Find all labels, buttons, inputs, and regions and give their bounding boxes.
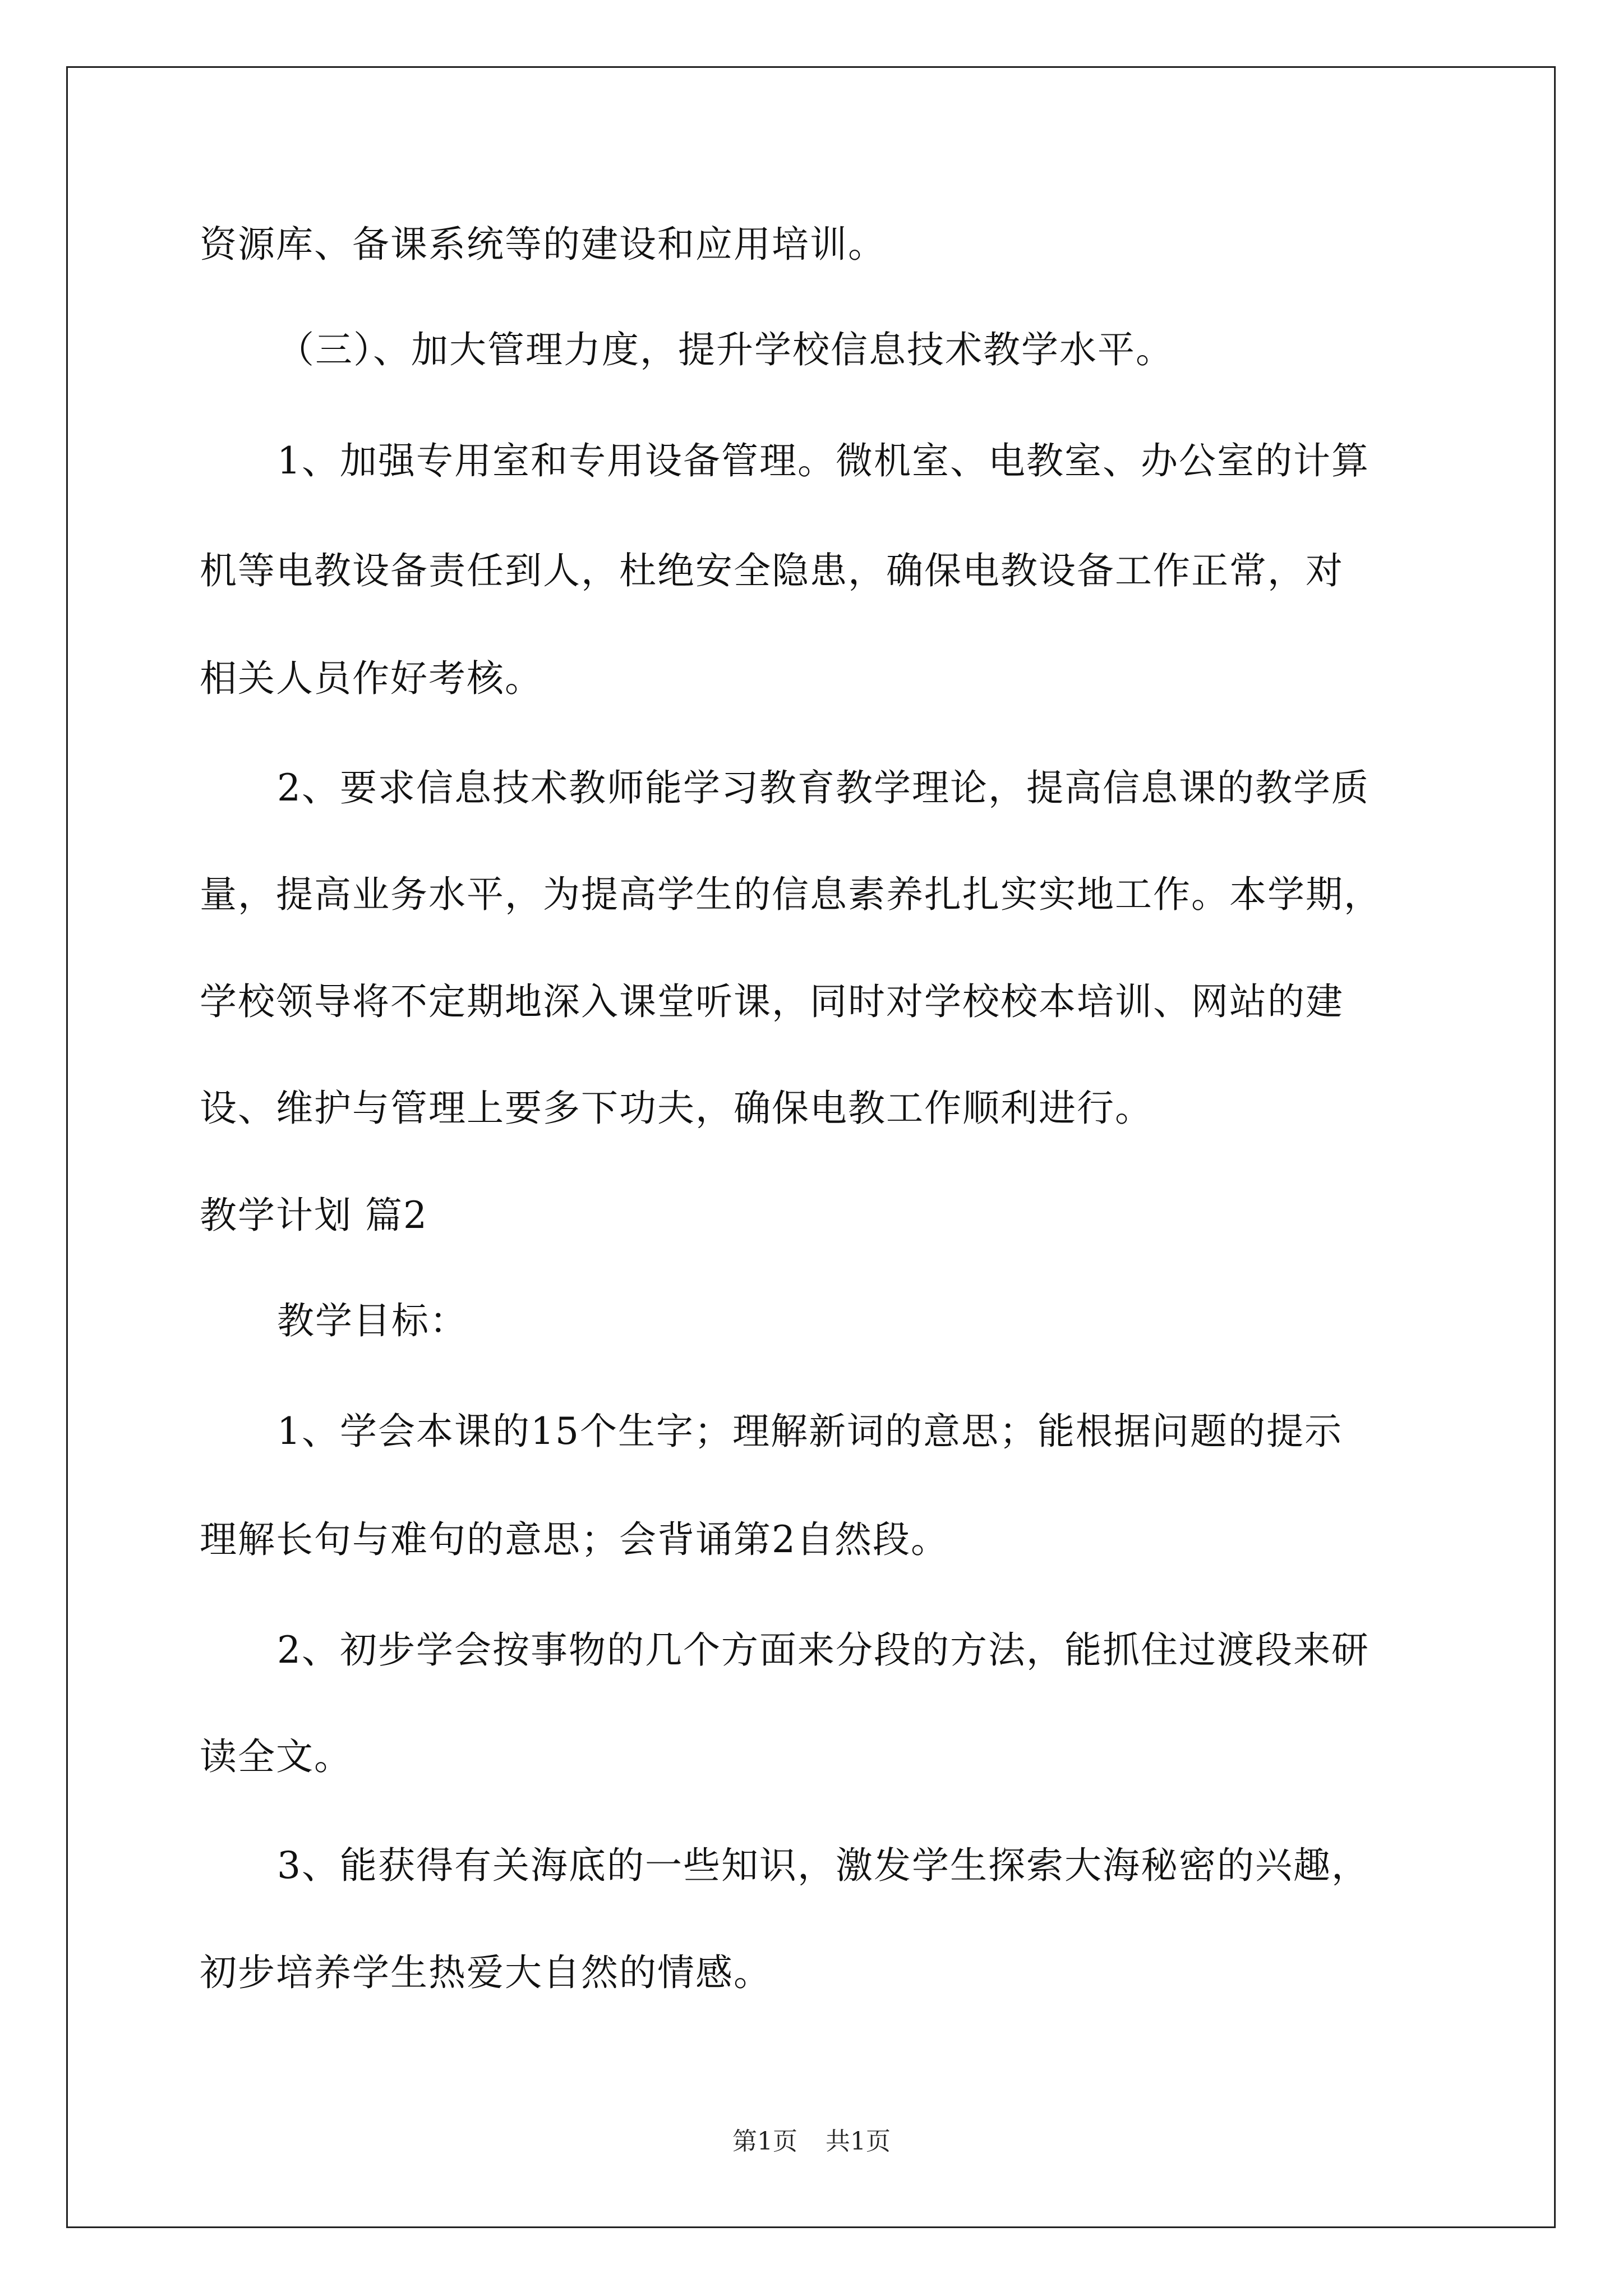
page-border: [66, 66, 1556, 2228]
body-line: 1、学会本课的15个生字；理解新词的意思；能根据问题的提示: [277, 1410, 1343, 1453]
article-title: 教学计划 篇2: [200, 1194, 428, 1237]
body-line: 2、初步学会按事物的几个方面来分段的方法，能抓住过渡段来研: [277, 1628, 1370, 1672]
body-line: 教学目标：: [277, 1299, 468, 1342]
page-footer: [0, 2126, 1623, 2157]
body-line: 机等电教设备责任到人，杜绝安全隐患，确保电教设备工作正常，对: [200, 549, 1344, 592]
body-line: 相关人员作好考核。: [200, 657, 543, 700]
page-total: 共1页: [826, 2127, 891, 2156]
section-heading: （三）、加大管理力度，提升学校信息技术教学水平。: [277, 328, 1174, 371]
body-line: 1、加强专用室和专用设备管理。微机室、电教室、办公室的计算: [277, 439, 1370, 482]
body-line: 资源库、备课系统等的建设和应用培训。: [200, 223, 886, 266]
body-line: 2、要求信息技术教师能学习教育教学理论，提高信息课的教学质: [277, 766, 1370, 809]
body-line: 学校领导将不定期地深入课堂听课，同时对学校校本培训、网站的建: [200, 980, 1344, 1023]
body-line: 读全文。: [200, 1735, 352, 1778]
body-line: 量，提高业务水平，为提高学生的信息素养扎扎实实地工作。本学期，: [200, 873, 1382, 916]
body-line: 理解长句与难句的意思；会背诵第2自然段。: [200, 1518, 949, 1561]
body-line: 3、能获得有关海底的一些知识，激发学生探索大海秘密的兴趣，: [277, 1844, 1370, 1887]
body-line: 设、维护与管理上要多下功夫，确保电教工作顺利进行。: [200, 1087, 1153, 1130]
page-number: 第1页: [732, 2127, 797, 2156]
body-line: 初步培养学生热爱大自然的情感。: [200, 1951, 772, 1994]
